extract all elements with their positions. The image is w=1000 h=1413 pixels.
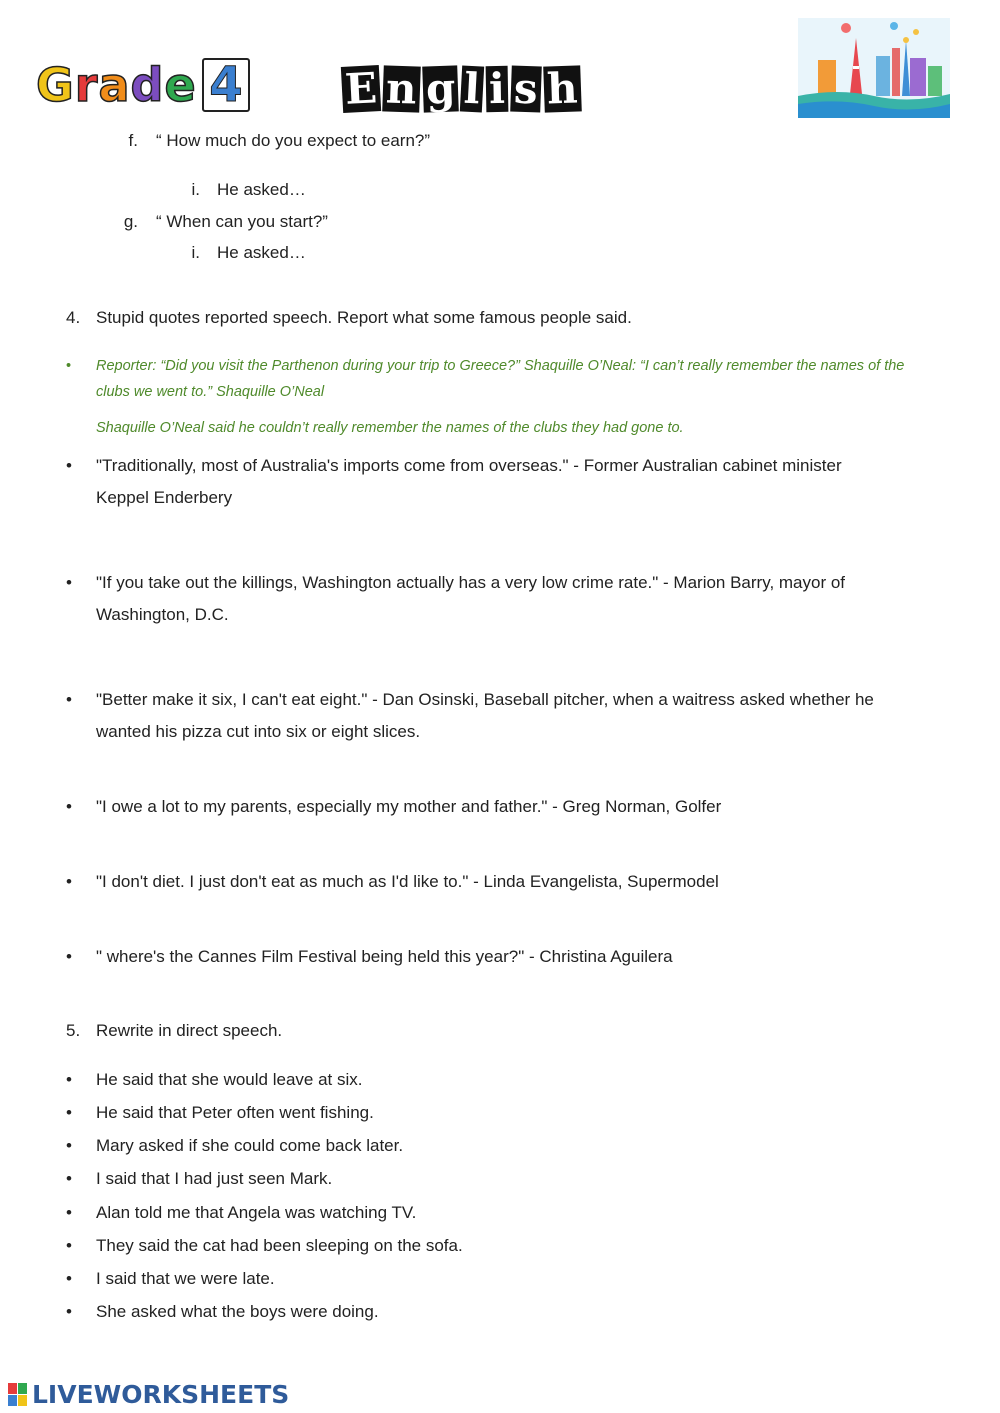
liveworksheets-logo-icon [8, 1383, 28, 1407]
english-letter: i [486, 66, 509, 112]
bullet: • [66, 573, 72, 592]
quote-line: "I don't diet. I just don't eat as much as I'd like to." - Linda Evangelista, Supermodel [96, 872, 719, 891]
bullet: • [66, 1103, 72, 1122]
bullet: • [66, 1169, 72, 1188]
sub-marker: i. [191, 243, 200, 262]
question-f: “ How much do you expect to earn?” [156, 131, 431, 150]
quote-line: Keppel Enderbery [96, 488, 233, 507]
quote-line: wanted his pizza cut into six or eight slices. [96, 722, 421, 741]
question-title: Stupid quotes reported speech. Report what some famous people said. [96, 308, 632, 327]
grade-title [36, 58, 197, 112]
sentence: I said that I had just seen Mark. [96, 1169, 333, 1188]
item-marker-g: g. [123, 212, 138, 231]
english-letter: n [382, 65, 420, 112]
grade-number-box [202, 58, 250, 112]
question-number: 5. [66, 1021, 81, 1040]
english-letter: h [543, 65, 581, 112]
sentence: He said that she would leave at six. [96, 1070, 363, 1089]
bullet: • [66, 456, 72, 475]
bullet: • [66, 1269, 72, 1288]
example-bullet: • [66, 358, 72, 374]
quote-line: " where's the Cannes Film Festival being held this year?" - Christina Aguilera [96, 947, 673, 966]
bullet: • [66, 1136, 72, 1155]
sub-marker: i. [191, 180, 200, 199]
quote-line: Washington, D.C. [96, 605, 229, 624]
grade-letter: e [164, 58, 197, 112]
sentence: I said that we were late. [96, 1269, 275, 1288]
question-g: “ When can you start?” [156, 212, 328, 231]
bullet: • [66, 947, 72, 966]
grade-letter: a [98, 58, 131, 112]
grade-letter: d [130, 58, 165, 112]
bullet: • [66, 797, 72, 816]
answer-prompt[interactable]: He asked… [217, 243, 306, 262]
sentence: He said that Peter often went fishing. [96, 1103, 374, 1122]
english-letter: g [422, 65, 459, 112]
sentence: Alan told me that Angela was watching TV. [96, 1203, 417, 1222]
bullet: • [66, 1070, 72, 1089]
sentence: She asked what the boys were doing. [96, 1302, 379, 1321]
grade-number: 4 [209, 57, 243, 113]
answer-prompt[interactable]: He asked… [217, 180, 306, 199]
quote-line: "Better make it six, I can't eat eight." - Dan Osinski, Baseball pitcher, when a waitress asked whether he [96, 690, 874, 709]
quote-line: "I owe a lot to my parents, especially my mother and father." - Greg Norman, Golfer [96, 797, 722, 816]
bullet: • [66, 872, 72, 891]
bullet: • [66, 690, 72, 709]
travel-landmarks-image [798, 18, 950, 118]
example-answer: Shaquille O’Neal said he couldn’t really remember the names of the clubs they had gone to. [96, 420, 684, 436]
sentence: Mary asked if she could come back later. [96, 1136, 404, 1155]
english-letter: l [460, 65, 484, 112]
item-marker-f: f. [128, 131, 138, 150]
sentence: They said the cat had been sleeping on the sofa. [96, 1236, 463, 1255]
grade-letter: r [74, 58, 99, 112]
english-letter: s [510, 65, 541, 112]
grade-letter: G [36, 58, 75, 112]
english-letter: E [341, 65, 381, 113]
bullet: • [66, 1236, 72, 1255]
english-title [342, 63, 580, 114]
quote-line: "Traditionally, most of Australia's imports come from overseas." - Former Australian cabinet minister [96, 456, 842, 475]
question-title: Rewrite in direct speech. [96, 1021, 283, 1040]
question-number: 4. [66, 308, 81, 327]
bullet: • [66, 1203, 72, 1222]
example-quote-cont: clubs we went to.” Shaquille O’Neal [96, 384, 325, 400]
bullet: • [66, 1302, 72, 1321]
quote-line: "If you take out the killings, Washington actually has a very low crime rate." - Marion Barry, mayor of [96, 573, 846, 592]
example-quote: Reporter: “Did you visit the Parthenon during your trip to Greece?” Shaquille O’Neal: “I can’t really remember the names of the [96, 358, 905, 374]
liveworksheets-brand: LIVEWORKSHEETS [32, 1380, 290, 1409]
liveworksheets-footer[interactable] [8, 1381, 289, 1409]
